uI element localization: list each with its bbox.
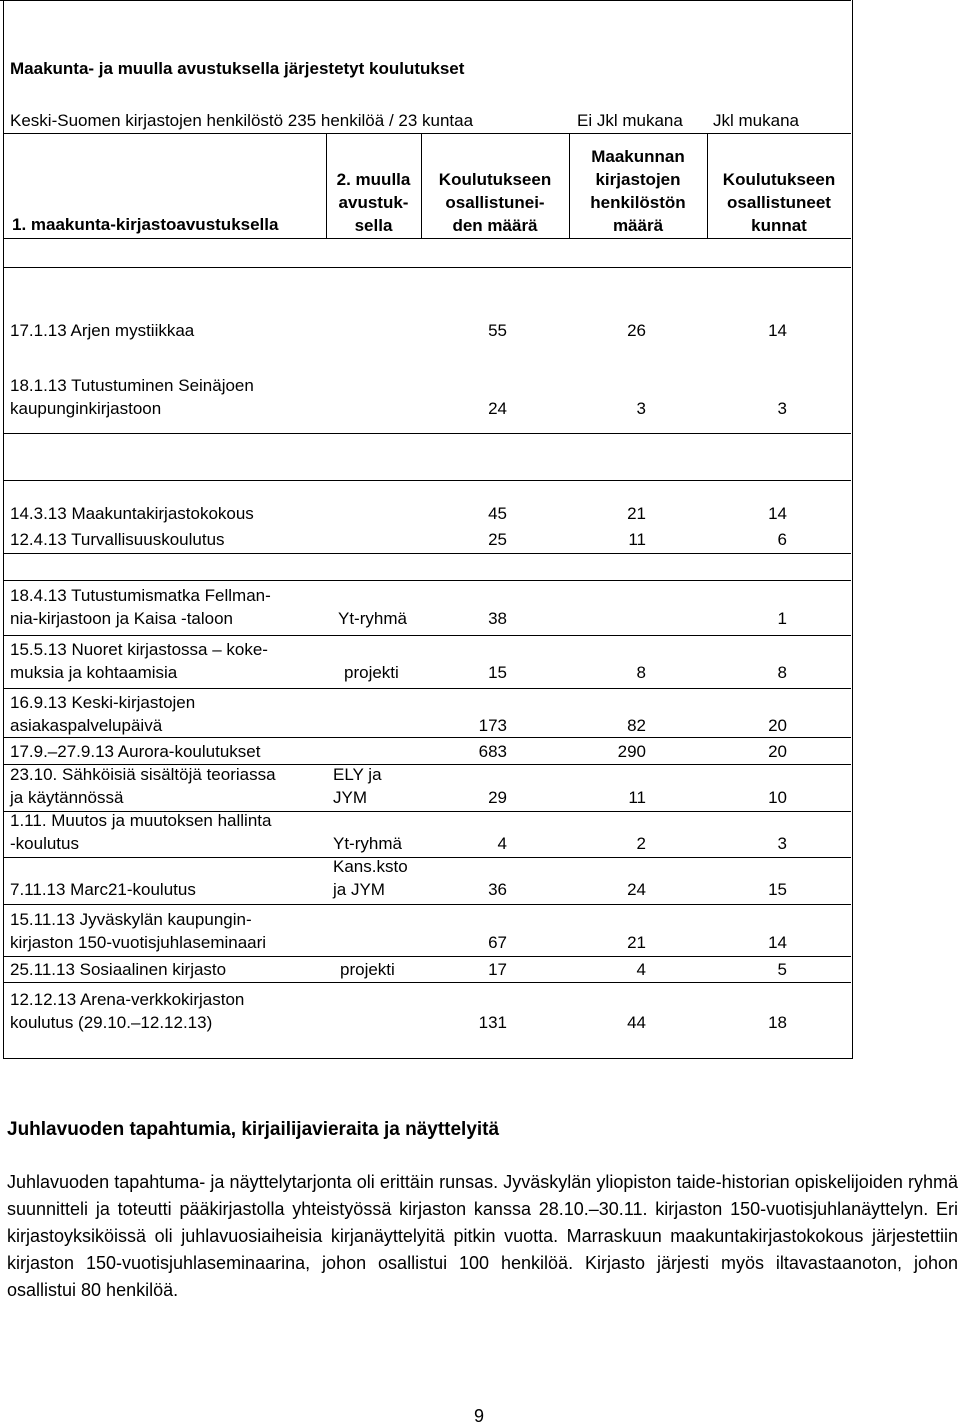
page-number: 9 xyxy=(474,1406,485,1426)
table-line xyxy=(3,267,851,268)
label-jkl: Jkl mukana xyxy=(713,111,799,130)
table-line xyxy=(3,553,851,554)
header-kunnat: Koulutukseen osallistuneet kunnat xyxy=(722,170,836,235)
label-ei-jkl: Ei Jkl mukana xyxy=(577,111,683,130)
table-line xyxy=(3,480,851,481)
section-heading: Juhlavuoden tapahtumia, kirjailijavieraita ja näyttelyitä xyxy=(7,1119,500,1140)
table-line xyxy=(3,904,851,905)
header-henkilosto: Maakunnan kirjastojen henkilöstön määrä xyxy=(590,147,686,235)
header-osallistujat: Koulutukseen osallistunei- den määrä xyxy=(438,170,552,235)
table-line xyxy=(3,982,851,983)
header-muu-avustus: 2. muulla avustuk- sella xyxy=(336,170,411,235)
header-bottom-line xyxy=(3,238,851,239)
table-line xyxy=(3,580,851,581)
table-subtitle: Keski-Suomen kirjastojen henkilöstö 235 henkilöä / 23 kuntaa xyxy=(10,111,474,130)
table-line xyxy=(3,737,851,738)
section-paragraph: Juhlavuoden tapahtuma- ja näyttelytarjonta oli erittäin runsas. Jyväskylän yliopiston taide-historian opiskelijoiden ryhmä suunnitteli ja toteutti pääkirjastolla yhteistyössä kirjaston kanssa 28.10.–30.11. kirjaston 150-vuotisjuhlanäyttelyn. Eri kirjastoyksiköissä oli juhlavuosiaiheisia kirjanäyttelyitä pitkin vuotta. Marraskuun maakuntakirjastokokous järjestettiin kirjaston 150-vuotisjuhlaseminaarina, johon osallistui 100 henkilöä. Kirjasto järjesti myös iltavastaanoton, johon osallistui 80 henkilöä. xyxy=(7,1172,958,1300)
header-maakunta-avustus: 1. maakunta-kirjastoavustuksella xyxy=(12,215,279,234)
table-line xyxy=(3,635,851,636)
table-title: Maakunta- ja muulla avustuksella järjestetyt koulutukset xyxy=(10,59,465,78)
table-line xyxy=(3,433,851,434)
table-line xyxy=(3,688,851,689)
table-line xyxy=(3,956,851,957)
table-line xyxy=(3,857,851,858)
header-top-line xyxy=(3,133,851,134)
